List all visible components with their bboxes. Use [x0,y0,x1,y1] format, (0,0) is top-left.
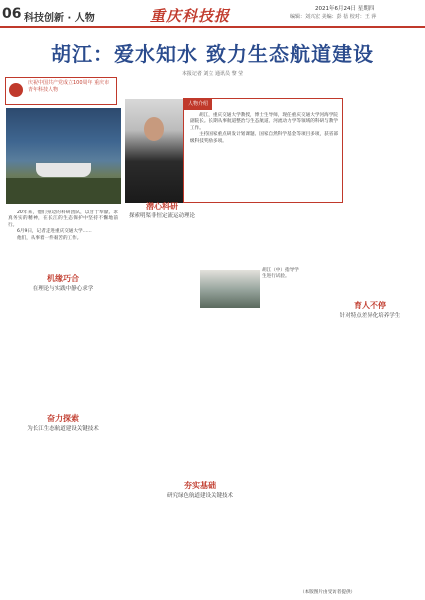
section-label: 科技创新 · 人物 [24,13,95,24]
paper-name-logo: 重庆科技报 [150,7,231,25]
portrait-face [144,117,164,141]
masthead [0,0,425,30]
section-title: 奋力探索 [47,414,79,423]
lab-photo [200,270,260,308]
hero-photo [6,108,121,204]
lab-photo-caption: 胡江（中）指导学生进行试验。 [262,268,299,280]
issue-date: 2021年6月24日 星期四 [315,6,375,12]
page-number: 06 [2,6,22,22]
byline: 本报记者 刘立 通讯员 黎 莹 [181,71,244,77]
section-subtitle: 研究绿色航道建设关键技术 [166,493,233,499]
profile-text [190,113,338,145]
lead-paragraph: 6月9日，记者走进重庆交通大学…… [17,229,92,235]
section-subtitle: 在理论与实践中静心求学 [32,286,94,292]
profile-tag: 人物介绍 [184,99,212,110]
section-title: 潜心科研 [146,202,178,211]
section-subtitle: 为长江生态航道建设关键技术 [27,426,99,432]
intro-box [5,77,117,105]
portrait-photo [125,99,183,203]
section-subtitle: 探索明渠非恒定流运动理论 [128,213,195,219]
section-subtitle: 针对特点差异化培养学生 [339,313,401,319]
article-column-1 [8,210,118,270]
party-emblem-icon [9,83,23,97]
masthead-rule [0,26,425,28]
lead-paragraph: 20年来，他们身边的科研团队，以甘于奉献、求真务实的精神，在长江的生态保护中坚持不懈地前行。 [8,210,118,228]
editor-note: （本版图片由受访者提供） [300,590,356,595]
profile-box [183,98,343,203]
profile-paragraph: 主持国家重点研发计划课题、国家自然科学基金等项目多项，获省部级科技奖励多项。 [190,132,338,144]
section-title: 夯实基础 [184,481,216,490]
staff-line: 编辑：刘兴宏 美编：彭 蓓 校对：王 萍 [290,14,377,20]
lead-paragraph: 他们，从事着一件艰苦的工作。 [17,235,82,241]
profile-paragraph: 胡江，重庆交通大学教授，博士生导师，现任重庆交通大学河海学院副院长。长期从事航道整治与生态航道、河流动力学等领域的科研与教学工作。 [190,113,338,131]
section-title: 育人不停 [354,301,386,310]
intro-box-text: 庆祝中国共产党成立100周年 重庆市青年科技人物 [28,80,110,93]
section-title: 机缘巧合 [47,274,79,283]
headline: 胡江：爱水知水 致力生态航道建设 [51,42,374,66]
riverbank-shape [6,178,121,204]
boat-shape [36,163,91,177]
